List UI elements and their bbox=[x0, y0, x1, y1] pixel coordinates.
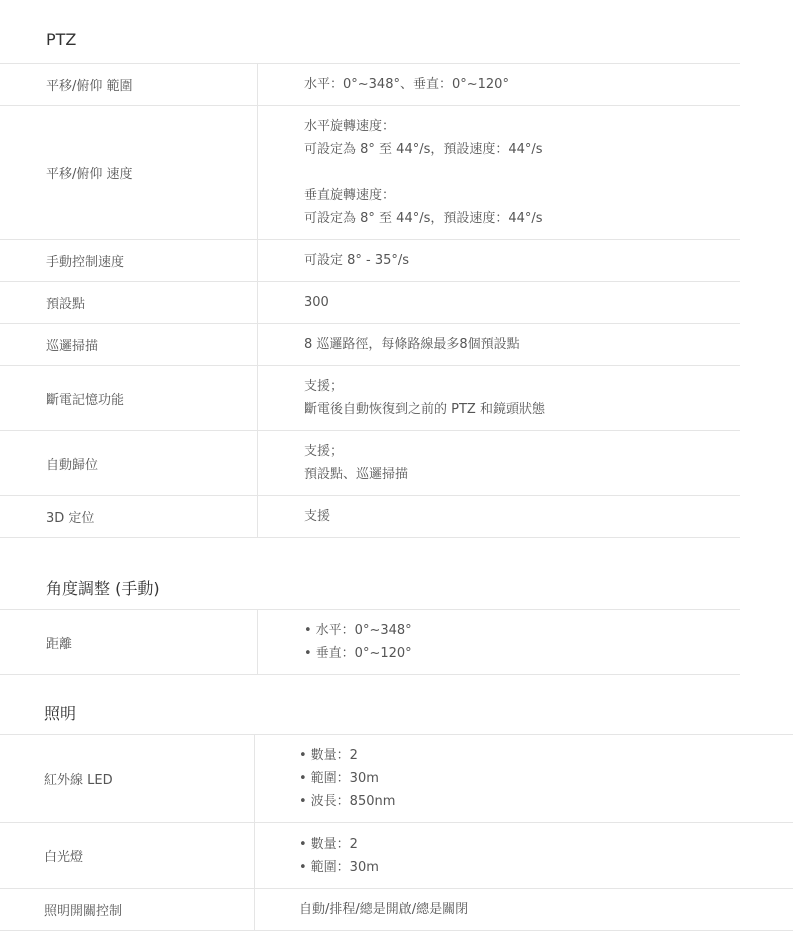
spec-row-distance bbox=[0, 610, 740, 675]
spec-label: 平移/俯仰 速度 bbox=[0, 106, 258, 239]
spec-row-pan-tilt-speed bbox=[0, 106, 740, 240]
spec-value-line: 可設定 8° - 35°/s bbox=[304, 253, 410, 268]
bullet-item bbox=[299, 790, 395, 813]
bullet-item bbox=[299, 767, 395, 790]
spec-value-line: 可設定為 8° 至 44°/s，預設速度：44°/s bbox=[304, 211, 543, 226]
spec-row-auto-home bbox=[0, 431, 740, 496]
spec-label: 3D 定位 bbox=[0, 496, 258, 537]
spec-row-ir-led bbox=[0, 735, 793, 823]
spec-row-3d-positioning bbox=[0, 496, 740, 538]
bullet-text: 範圍：30m bbox=[310, 859, 379, 875]
bullet-item bbox=[299, 856, 379, 879]
spec-value-line: 垂直旋轉速度： bbox=[304, 188, 396, 203]
lighting-spec-table bbox=[0, 734, 793, 931]
spec-label: 紅外線 LED bbox=[0, 735, 255, 822]
spec-value bbox=[258, 64, 509, 105]
bullet-item bbox=[299, 833, 379, 856]
bullet-dot: • bbox=[299, 771, 307, 786]
spec-label: 白光燈 bbox=[0, 823, 255, 888]
angle-spec-table bbox=[0, 609, 740, 675]
spec-value bbox=[258, 106, 543, 239]
spec-row-power-off-memory bbox=[0, 366, 740, 431]
section-title-ptz: PTZ bbox=[46, 30, 77, 49]
bullet-item bbox=[304, 642, 412, 665]
spec-label: 平移/俯仰 範圍 bbox=[0, 64, 258, 105]
spec-row-manual-speed bbox=[0, 240, 740, 282]
spec-value bbox=[255, 735, 395, 822]
spec-value-line: 支援 bbox=[304, 509, 331, 524]
bullet-dot: • bbox=[299, 836, 307, 852]
bullet-dot: • bbox=[299, 794, 307, 809]
spec-label: 斷電記憶功能 bbox=[0, 366, 258, 430]
spec-value-line: 支援； bbox=[304, 444, 344, 459]
spec-value bbox=[258, 610, 412, 674]
spec-value-line: 預設點、巡邏掃描 bbox=[304, 467, 409, 482]
bullet-text: 波長：850nm bbox=[310, 794, 396, 809]
section-title-lighting: 照明 bbox=[44, 704, 77, 723]
spec-value bbox=[258, 431, 408, 495]
bullet-item bbox=[304, 619, 412, 642]
spec-value bbox=[258, 240, 409, 281]
spec-value-line: 可設定為 8° 至 44°/s，預設速度：44°/s bbox=[304, 142, 543, 157]
spec-row-white-light bbox=[0, 823, 793, 889]
spec-row-pan-tilt-range bbox=[0, 64, 740, 106]
bullet-dot: • bbox=[304, 646, 312, 661]
bullet-text: 數量：2 bbox=[310, 748, 358, 763]
spec-value bbox=[258, 282, 329, 323]
spec-value-line: 300 bbox=[304, 295, 329, 310]
spec-row-lighting-control bbox=[0, 889, 793, 931]
spec-value-line: 支援； bbox=[304, 379, 344, 394]
spec-value bbox=[258, 496, 330, 537]
bullet-dot: • bbox=[299, 748, 307, 763]
bullet-text: 垂直：0°~120° bbox=[315, 646, 412, 661]
bullet-text: 數量：2 bbox=[310, 836, 358, 852]
spec-label: 預設點 bbox=[0, 282, 258, 323]
spec-value-line: 水平旋轉速度： bbox=[304, 119, 396, 134]
spec-value-line: 自動/排程/總是開啟/總是關閉 bbox=[299, 902, 469, 917]
section-title-angle-adjustment: 角度調整 (手動) bbox=[46, 579, 160, 598]
spec-value bbox=[255, 889, 468, 930]
spec-label: 自動歸位 bbox=[0, 431, 258, 495]
bullet-text: 範圍：30m bbox=[310, 771, 379, 786]
spec-value-line: 8 巡邏路徑，每條路線最多8個預設點 bbox=[304, 337, 520, 352]
spec-value bbox=[258, 366, 545, 430]
line-spacer bbox=[304, 161, 543, 184]
bullet-dot: • bbox=[299, 859, 307, 875]
spec-value-line: 水平：0°~348°、垂直：0°~120° bbox=[304, 77, 509, 92]
spec-value bbox=[255, 823, 379, 888]
spec-label: 照明開關控制 bbox=[0, 889, 255, 930]
spec-row-presets bbox=[0, 282, 740, 324]
spec-value bbox=[258, 324, 520, 365]
spec-label: 距離 bbox=[0, 610, 258, 674]
ptz-spec-table bbox=[0, 63, 740, 538]
spec-row-patrol-scan bbox=[0, 324, 740, 366]
spec-value-line: 斷電後自動恢復到之前的 PTZ 和鏡頭狀態 bbox=[304, 402, 545, 417]
bullet-item bbox=[299, 744, 395, 767]
spec-label: 巡邏掃描 bbox=[0, 324, 258, 365]
bullet-dot: • bbox=[304, 623, 312, 638]
bullet-text: 水平：0°~348° bbox=[315, 623, 412, 638]
spec-label: 手動控制速度 bbox=[0, 240, 258, 281]
